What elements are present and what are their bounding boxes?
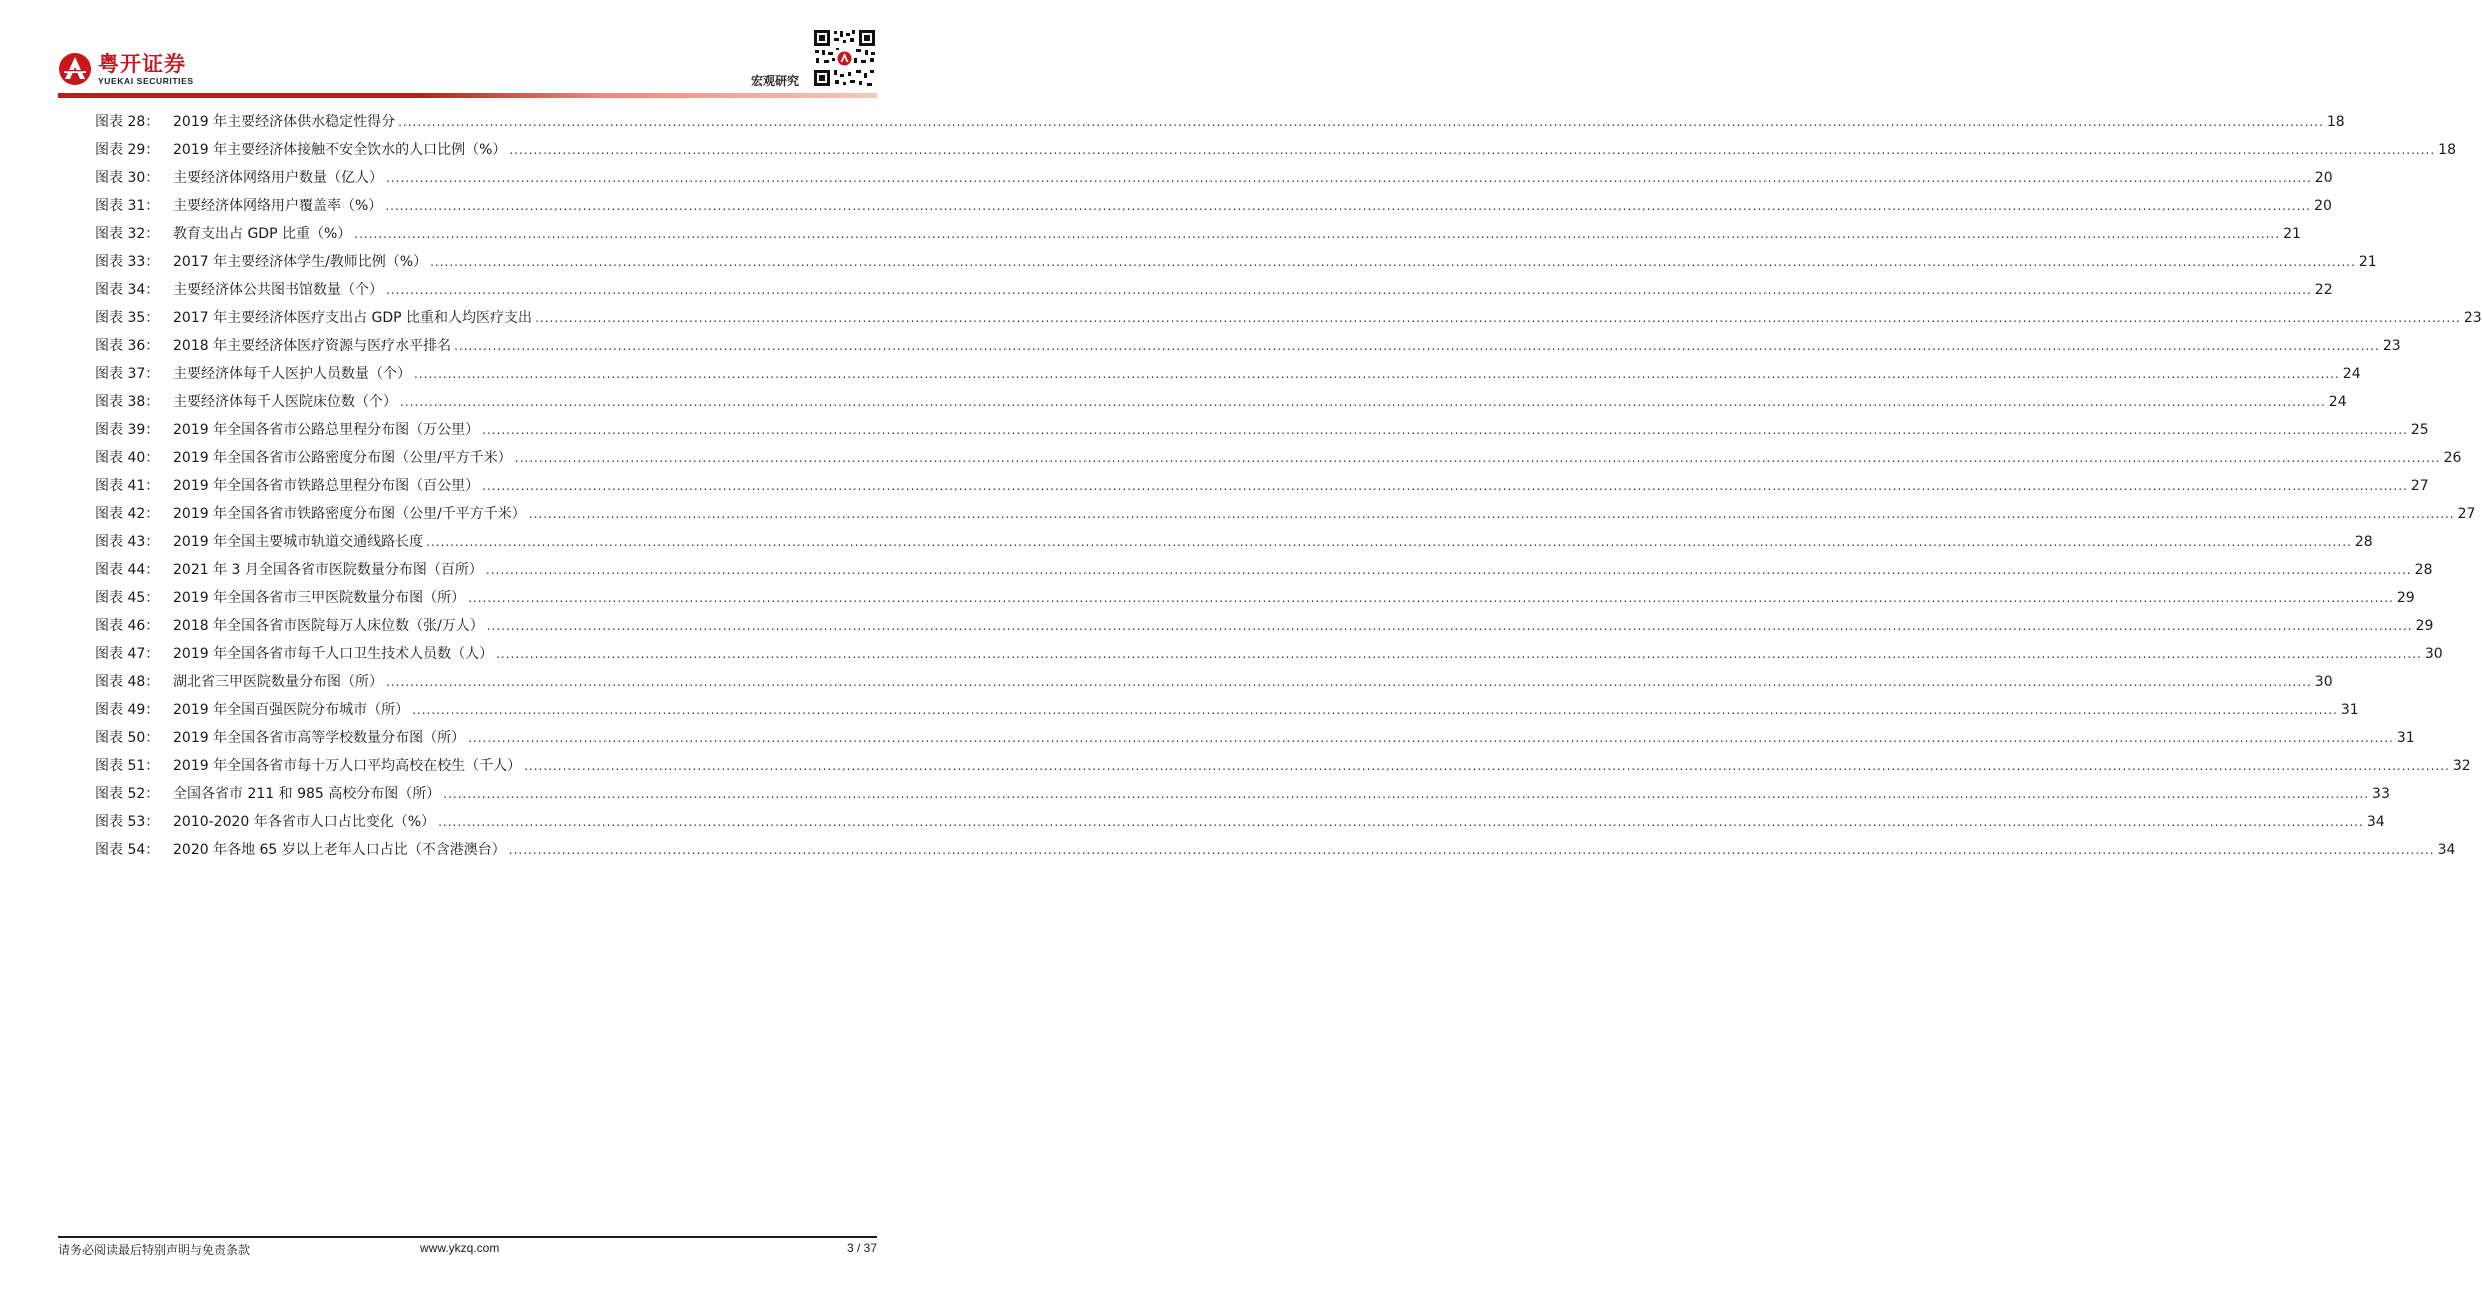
footer-website-link[interactable]: www.ykzq.com [420, 1241, 500, 1255]
toc-dot-leader: ................................................................................................................................................................................................................................................................................................................................................................................................................ [509, 143, 2436, 157]
toc-entry-label: 图表 46： [95, 618, 160, 634]
toc-entry[interactable] [95, 388, 2347, 416]
toc-dot-leader: ................................................................................................................................................................................................................................................................................................................................................................................................................ [514, 451, 2441, 465]
toc-entry[interactable] [95, 780, 2390, 808]
toc-entry[interactable] [95, 304, 2482, 332]
footer-page-number: 3 / 37 [846, 1241, 877, 1255]
toc-entry-page-number: 20 [2314, 198, 2332, 214]
toc-entry[interactable] [95, 108, 2345, 136]
toc-dot-leader: ................................................................................................................................................................................................................................................................................................................................................................................................................ [486, 619, 2413, 633]
toc-dot-leader: ................................................................................................................................................................................................................................................................................................................................................................................................................ [386, 283, 2312, 297]
toc-entry-label: 图表 54： [95, 842, 160, 858]
toc-entry-title: 2017 年主要经济体医疗支出占 GDP 比重和人均医疗支出 [173, 310, 533, 326]
toc-entry-title: 2019 年全国各省市铁路密度分布图（公里/千平方千米） [173, 506, 526, 522]
toc-entry[interactable] [95, 696, 2359, 724]
toc-entry[interactable] [95, 332, 2401, 360]
toc-entry-page-number: 22 [2314, 282, 2333, 298]
toc-entry-title: 主要经济体公共图书馆数量（个） [173, 282, 383, 298]
toc-entry-page-number: 27 [2457, 506, 2476, 522]
toc-entry-label: 图表 49： [95, 702, 160, 718]
toc-entry-title: 2018 年主要经济体医疗资源与医疗水平排名 [173, 338, 452, 354]
toc-dot-leader: ................................................................................................................................................................................................................................................................................................................................................................................................................ [385, 199, 2312, 213]
header-divider [58, 93, 877, 98]
toc-dot-leader: ................................................................................................................................................................................................................................................................................................................................................................................................................ [468, 591, 2394, 605]
toc-entry-title: 湖北省三甲医院数量分布图（所） [173, 674, 383, 690]
toc-entry-label: 图表 30： [95, 170, 160, 186]
toc-entry-title: 主要经济体网络用户覆盖率（%） [173, 198, 383, 214]
toc-entry[interactable] [95, 164, 2333, 192]
toc-entry-label: 图表 37： [95, 366, 160, 382]
toc-dot-leader: ................................................................................................................................................................................................................................................................................................................................................................................................................ [468, 731, 2394, 745]
toc-entry-title: 2019 年全国各省市铁路总里程分布图（百公里） [173, 478, 480, 494]
toc-dot-leader: ................................................................................................................................................................................................................................................................................................................................................................................................................ [485, 563, 2412, 577]
toc-entry[interactable] [95, 724, 2415, 752]
toc-dot-leader: ................................................................................................................................................................................................................................................................................................................................................................................................................ [430, 255, 2356, 269]
logo-chinese-name: 粤开证券 [98, 51, 186, 76]
toc-entry-label: 图表 45： [95, 590, 160, 606]
toc-entry-title: 2019 年全国百强医院分布城市（所） [173, 702, 410, 718]
toc-entry-page-number: 23 [2382, 338, 2401, 354]
toc-entry-page-number: 26 [2443, 450, 2462, 466]
toc-entry[interactable] [95, 472, 2429, 500]
toc-dot-leader: ................................................................................................................................................................................................................................................................................................................................................................................................................ [386, 675, 2312, 689]
toc-entry-label: 图表 33： [95, 254, 160, 270]
page-header [0, 0, 920, 100]
toc-entry-page-number: 18 [2438, 142, 2456, 158]
toc-entry-label: 图表 36： [95, 338, 160, 354]
yuekai-logo-icon [58, 52, 92, 86]
toc-entry-page-number: 21 [2283, 226, 2301, 242]
toc-entry[interactable] [95, 528, 2373, 556]
toc-entry[interactable] [95, 360, 2361, 388]
toc-entry[interactable] [95, 500, 2476, 528]
toc-dot-leader: ................................................................................................................................................................................................................................................................................................................................................................................................................ [438, 815, 2364, 829]
toc-entry-label: 图表 35： [95, 310, 160, 326]
toc-entry[interactable] [95, 276, 2333, 304]
toc-entry-title: 2019 年主要经济体供水稳定性得分 [173, 114, 396, 130]
toc-entry-title: 2019 年主要经济体接触不安全饮水的人口比例（%） [173, 142, 507, 158]
toc-entry-page-number: 20 [2314, 170, 2333, 186]
footer-disclaimer: 请务必阅读最后特别声明与免责条款 [58, 1243, 251, 1257]
toc-entry-title: 2019 年全国各省市高等学校数量分布图（所） [173, 730, 466, 746]
toc-entry-label: 图表 43： [95, 534, 160, 550]
toc-entry-title: 2019 年全国主要城市轨道交通线路长度 [173, 534, 424, 550]
company-logo [58, 52, 194, 86]
toc-dot-leader: ................................................................................................................................................................................................................................................................................................................................................................................................................ [496, 647, 2422, 661]
toc-dot-leader: ................................................................................................................................................................................................................................................................................................................................................................................................................ [535, 311, 2461, 325]
toc-dot-leader: ................................................................................................................................................................................................................................................................................................................................................................................................................ [524, 759, 2450, 773]
toc-dot-leader: ................................................................................................................................................................................................................................................................................................................................................................................................................ [386, 171, 2312, 185]
toc-entry-page-number: 34 [2437, 842, 2456, 858]
toc-entry-page-number: 30 [2314, 674, 2333, 690]
toc-dot-leader: ................................................................................................................................................................................................................................................................................................................................................................................................................ [508, 843, 2435, 857]
toc-dot-leader: ................................................................................................................................................................................................................................................................................................................................................................................................................ [414, 367, 2340, 381]
toc-entry-page-number: 34 [2366, 814, 2385, 830]
toc-dot-leader: ................................................................................................................................................................................................................................................................................................................................................................................................................ [443, 787, 2370, 801]
toc-entry-page-number: 21 [2358, 254, 2377, 270]
toc-entry-label: 图表 41： [95, 478, 160, 494]
toc-entry-label: 图表 39： [95, 422, 160, 438]
toc-entry[interactable] [95, 136, 2456, 164]
toc-entry-label: 图表 48： [95, 674, 160, 690]
toc-entry-label: 图表 38： [95, 394, 160, 410]
toc-entry-label: 图表 42： [95, 506, 160, 522]
toc-entry-label: 图表 44： [95, 562, 160, 578]
toc-dot-leader: ................................................................................................................................................................................................................................................................................................................................................................................................................ [426, 535, 2352, 549]
toc-entry-label: 图表 34： [95, 282, 160, 298]
toc-entry-title: 2010-2020 年各省市人口占比变化（%） [173, 814, 436, 830]
toc-entry[interactable] [95, 584, 2415, 612]
toc-entry-page-number: 31 [2340, 702, 2359, 718]
logo-english-name: YUEKAI SECURITIES [98, 75, 194, 86]
toc-entry[interactable] [95, 836, 2456, 864]
toc-entry-title: 2021 年 3 月全国各省市医院数量分布图（百所） [173, 562, 483, 578]
toc-entry-title: 2019 年全国各省市公路密度分布图（公里/平方千米） [173, 450, 512, 466]
toc-entry[interactable] [95, 444, 2462, 472]
toc-dot-leader: ................................................................................................................................................................................................................................................................................................................................................................................................................ [528, 507, 2455, 521]
toc-entry-page-number: 28 [2354, 534, 2373, 550]
toc-entry-title: 2019 年全国各省市每千人口卫生技术人员数（人） [173, 646, 494, 662]
toc-entry-title: 2017 年主要经济体学生/教师比例（%） [173, 254, 428, 270]
toc-entry-page-number: 24 [2342, 366, 2361, 382]
report-section-label: 宏观研究 [751, 74, 800, 88]
toc-dot-leader: ................................................................................................................................................................................................................................................................................................................................................................................................................ [482, 423, 2408, 437]
toc-entry-page-number: 29 [2396, 590, 2415, 606]
toc-dot-leader: ................................................................................................................................................................................................................................................................................................................................................................................................................ [454, 339, 2380, 353]
toc-entry-title: 教育支出占 GDP 比重（%） [173, 226, 352, 242]
page-footer [58, 1241, 877, 1261]
toc-entry[interactable] [95, 612, 2434, 640]
toc-entry-page-number: 28 [2414, 562, 2433, 578]
toc-entry-title: 2019 年全国各省市每十万人口平均高校在校生（千人） [173, 758, 522, 774]
toc-entry[interactable] [95, 248, 2377, 276]
toc-entry[interactable] [95, 640, 2443, 668]
toc-entry-page-number: 27 [2410, 478, 2429, 494]
toc-entry-label: 图表 51： [95, 758, 160, 774]
toc-entry-label: 图表 29： [95, 142, 160, 158]
toc-entry-label: 图表 32： [95, 226, 160, 242]
toc-entry-page-number: 24 [2328, 394, 2347, 410]
toc-entry-page-number: 18 [2326, 114, 2345, 130]
toc-entry-title: 主要经济体每千人医院床位数（个） [173, 394, 397, 410]
toc-dot-leader: ................................................................................................................................................................................................................................................................................................................................................................................................................ [398, 115, 2324, 129]
toc-dot-leader: ................................................................................................................................................................................................................................................................................................................................................................................................................ [412, 703, 2338, 717]
toc-entry-title: 主要经济体每千人医护人员数量（个） [173, 366, 411, 382]
toc-entry-title: 全国各省市 211 和 985 高校分布图（所） [173, 786, 441, 802]
toc-entry[interactable] [95, 220, 2301, 248]
toc-entry-label: 图表 31： [95, 198, 160, 214]
toc-entry-page-number: 31 [2396, 730, 2415, 746]
toc-entry-page-number: 32 [2452, 758, 2471, 774]
toc-entry[interactable] [95, 192, 2332, 220]
toc-entry-title: 2020 年各地 65 岁以上老年人口占比（不含港澳台） [173, 842, 506, 858]
toc-entry-title: 2019 年全国各省市三甲医院数量分布图（所） [173, 590, 466, 606]
toc-entry-page-number: 33 [2372, 786, 2390, 802]
toc-entry[interactable] [95, 668, 2333, 696]
toc-entry-page-number: 23 [2463, 310, 2482, 326]
figure-index-list [95, 108, 2482, 864]
toc-entry[interactable] [95, 808, 2385, 836]
toc-entry[interactable] [95, 556, 2433, 584]
toc-dot-leader: ................................................................................................................................................................................................................................................................................................................................................................................................................ [354, 227, 2281, 241]
toc-entry-label: 图表 28： [95, 114, 160, 130]
toc-entry-title: 2019 年全国各省市公路总里程分布图（万公里） [173, 422, 480, 438]
toc-entry[interactable] [95, 416, 2429, 444]
toc-entry-title: 2018 年全国各省市医院每万人床位数（张/万人） [173, 618, 484, 634]
qr-code-icon [812, 28, 877, 88]
toc-entry-title: 主要经济体网络用户数量（亿人） [173, 170, 383, 186]
toc-dot-leader: ................................................................................................................................................................................................................................................................................................................................................................................................................ [400, 395, 2326, 409]
toc-entry-label: 图表 52： [95, 786, 160, 802]
toc-entry-label: 图表 53： [95, 814, 160, 830]
toc-entry-label: 图表 50： [95, 730, 160, 746]
toc-dot-leader: ................................................................................................................................................................................................................................................................................................................................................................................................................ [482, 479, 2408, 493]
toc-entry-page-number: 30 [2424, 646, 2443, 662]
toc-entry-label: 图表 47： [95, 646, 160, 662]
toc-entry-page-number: 29 [2415, 618, 2434, 634]
toc-entry[interactable] [95, 752, 2471, 780]
toc-entry-page-number: 25 [2410, 422, 2429, 438]
footer-divider [58, 1236, 877, 1238]
toc-entry-label: 图表 40： [95, 450, 160, 466]
